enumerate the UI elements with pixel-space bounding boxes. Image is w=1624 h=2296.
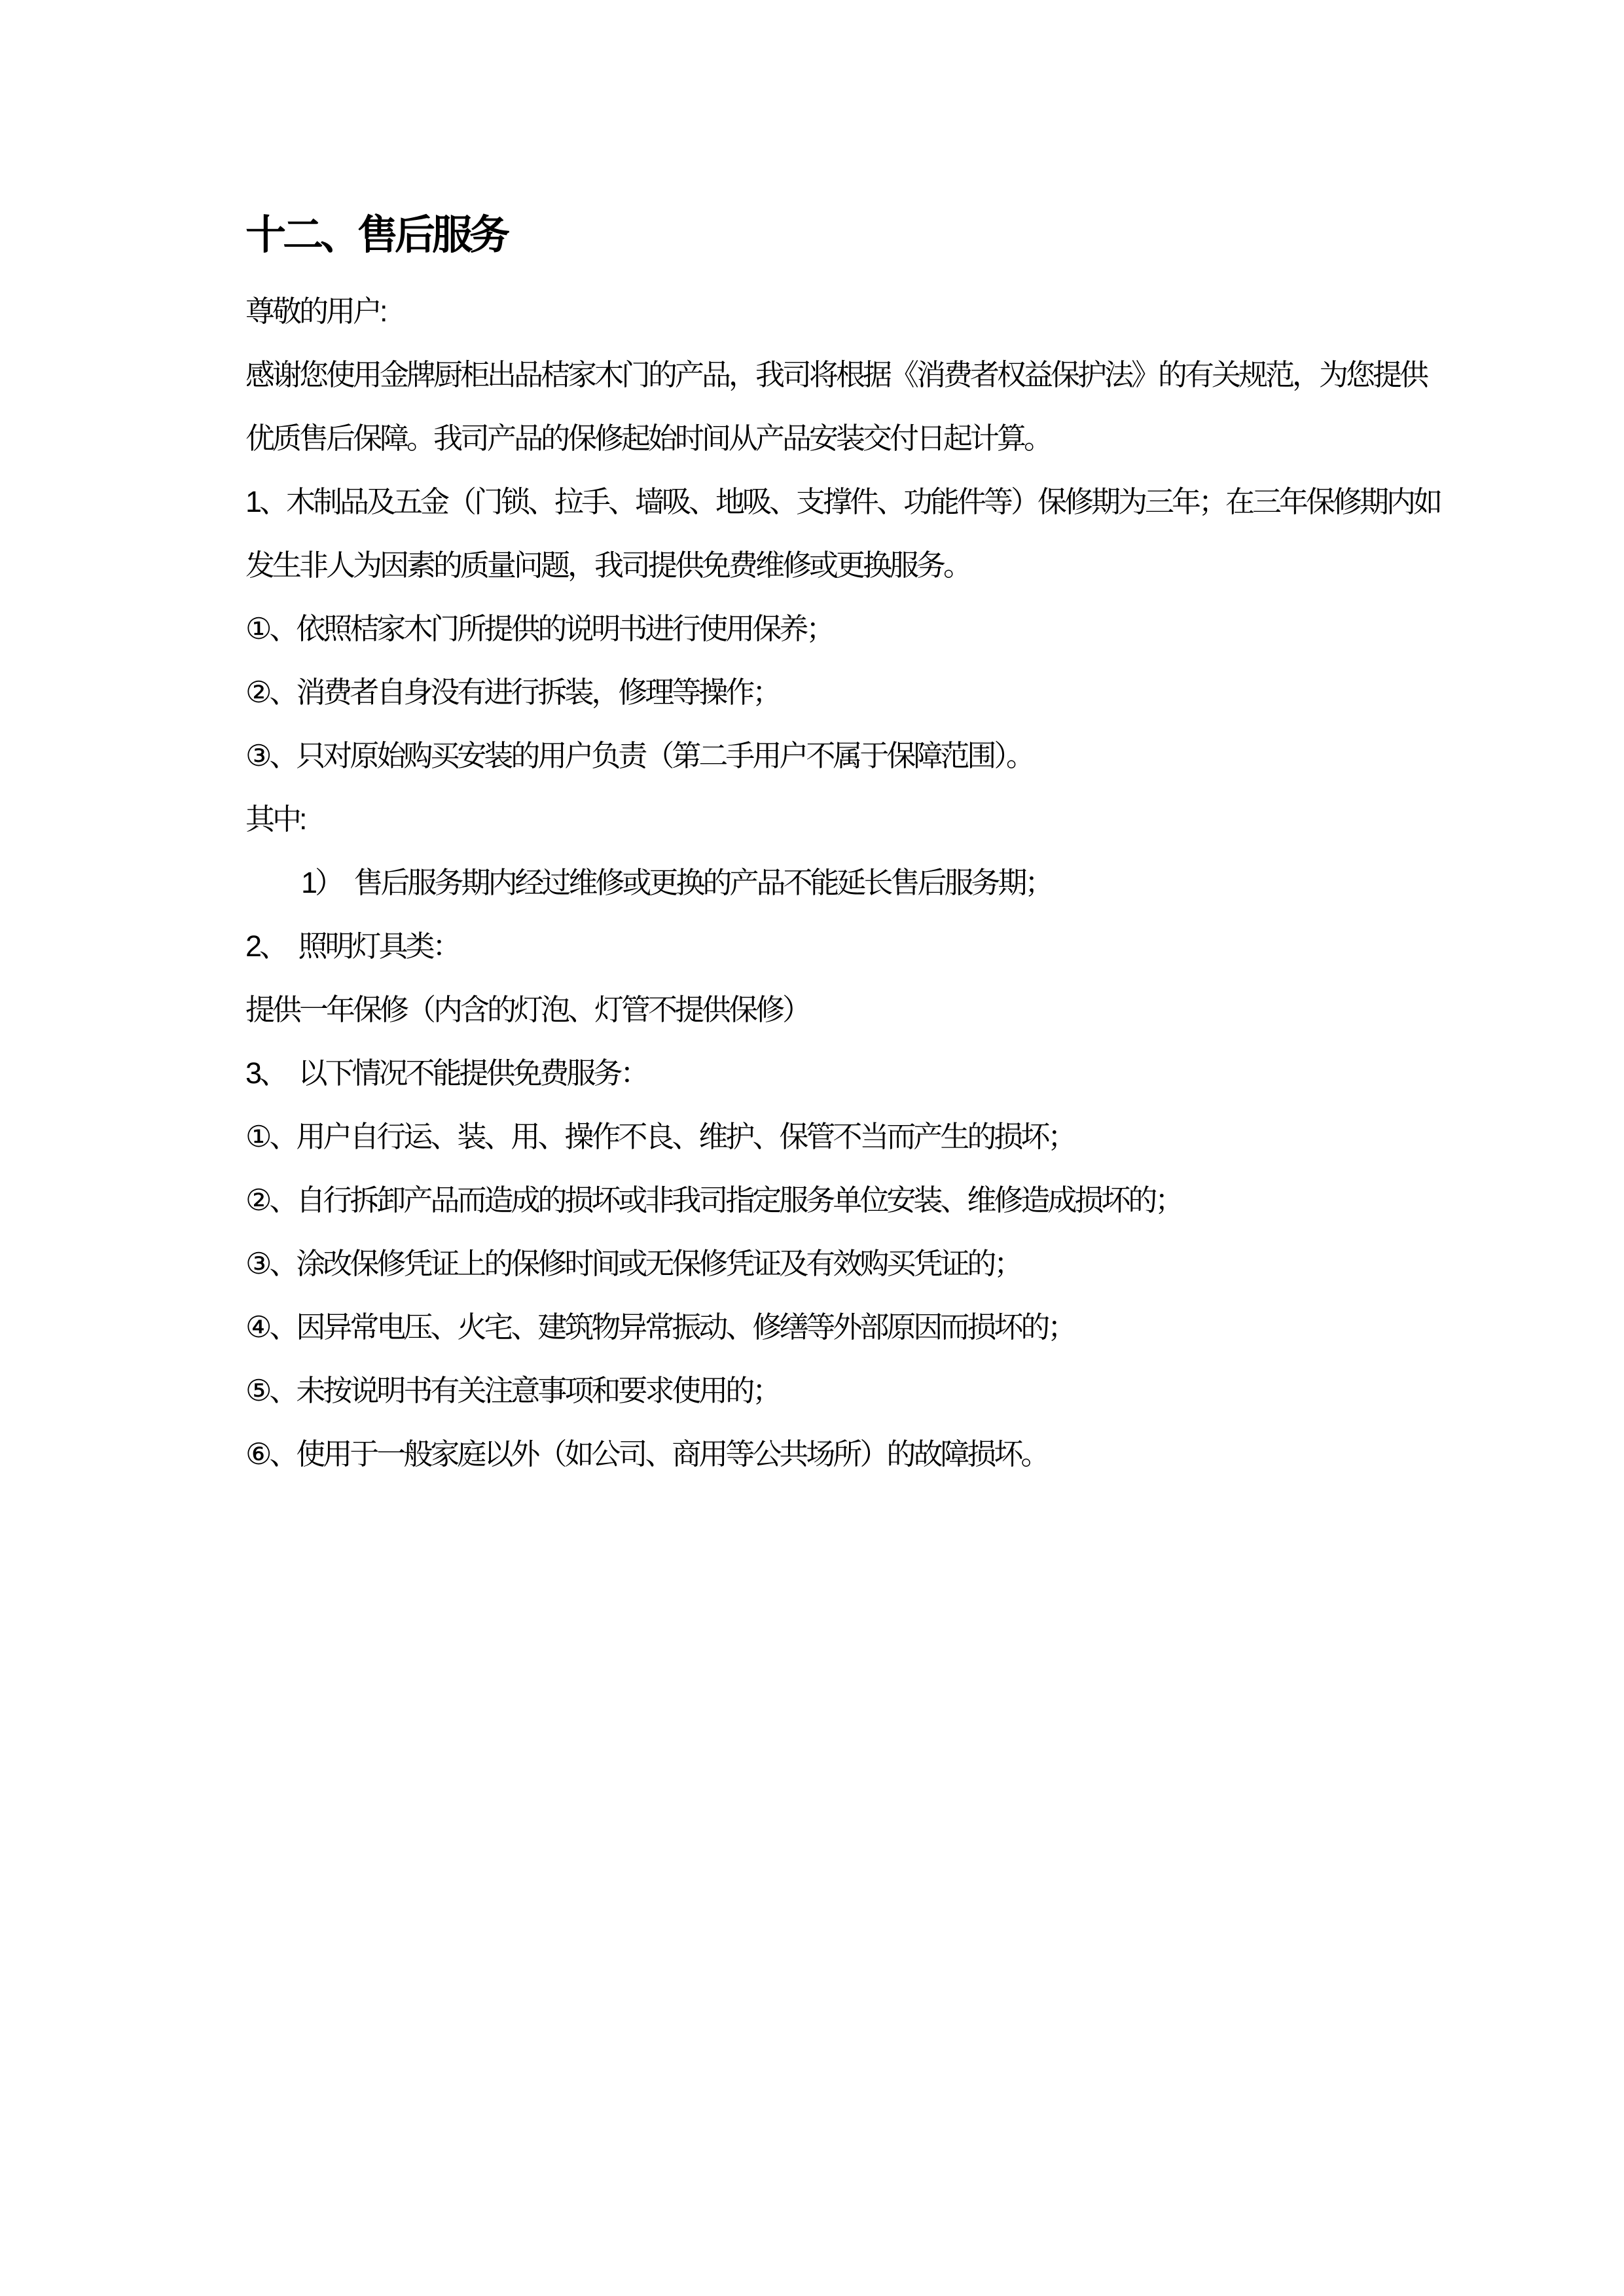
doc-line: ⑤、未按说明书有关注意事项和要求使用的； — [245, 1374, 780, 1407]
doc-line: ②、自行拆卸产品而造成的损坏或非我司指定服务单位安装、维修造成损坏的； — [245, 1183, 1182, 1217]
doc-line: 2、 照明灯具类： — [245, 929, 460, 963]
doc-line: ①、用户自行运、装、用、操作不良、维护、保管不当而产生的损坏； — [245, 1120, 1075, 1153]
doc-line: ②、消费者自身没有进行拆装，修理等操作； — [245, 675, 780, 709]
doc-line: ③、只对原始购买安装的用户负责（第二手用户不属于保障范围）。 — [245, 739, 1033, 772]
doc-line: 感谢您使用金牌厨柜出品桔家木门的产品，我司将根据《消费者权益保护法》的有关规范，为您提供 — [245, 358, 1427, 391]
doc-line: 其中: — [245, 802, 305, 836]
doc-line: 发生非人为因素的质量问题，我司提供免费维修或更换服务。 — [245, 548, 971, 582]
salutation-line: 尊敬的用户: — [245, 295, 386, 328]
doc-line: 1） 售后服务期内经过维修或更换的产品不能延长售后服务期； — [301, 866, 1052, 899]
doc-line: ④、因异常电压、火宅、建筑物异常振动、修缮等外部原因而损坏的； — [245, 1310, 1075, 1344]
doc-line: ⑥、使用于一般家庭以外（如公司、商用等公共场所）的故障损坏。 — [245, 1437, 1048, 1471]
doc-line: 3、 以下情况不能提供免费服务： — [245, 1056, 647, 1090]
page-content — [245, 209, 1441, 1486]
doc-line: 提供一年保修（内含的灯泡、灯管不提供保修） — [245, 993, 810, 1026]
doc-line: 1、木制品及五金（门锁、拉手、墙吸、地吸、支撑件、功能件等）保修期为三年；在三年保修期内如 — [245, 485, 1441, 518]
doc-line: 优质售后保障。我司产品的保修起始时间从产品安装交付日起计算。 — [245, 422, 1051, 455]
section-heading: 十二、售后服务 — [245, 213, 507, 258]
doc-line: ③、涂改保修凭证上的保修时间或无保修凭证及有效购买凭证的； — [245, 1247, 1021, 1280]
doc-line: ①、依照桔家木门所提供的说明书进行使用保养； — [245, 612, 833, 645]
